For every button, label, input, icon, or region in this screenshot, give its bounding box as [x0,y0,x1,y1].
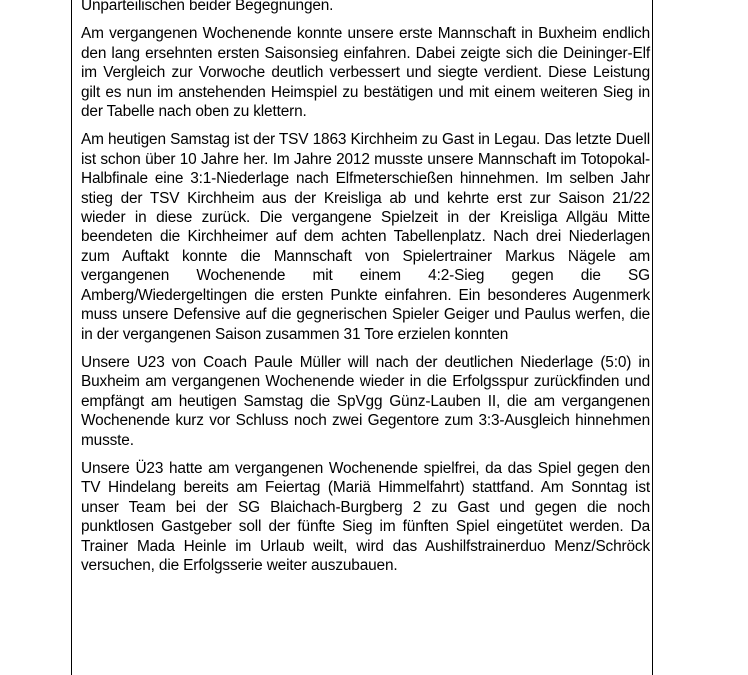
paragraph-u23: Unsere U23 von Coach Paule Müller will nach der deutlichen Niederlage (5:0) in Buxheim am vergangenen Wochenende wieder in die Erfolgsspur zurückfinden und empfängt am heutigen Samstag die SpVgg Günz-Lauben II, die am vergangenen Wochenende kurz vor Schluss noch zwei Gegentore zum 3:3-Ausgleich hinnehmen musste. [81,353,650,449]
paragraph-match-preview: Am heutigen Samstag ist der TSV 1863 Kirchheim zu Gast in Legau. Das letzte Duell ist schon über 10 Jahre her. Im Jahre 2012 musste unsere Mannschaft im Totopokal-Halbfinale eine 3:1-Niederlage nach Elfmeterschießen hinnehmen. Im selben Jahr stieg der TSV Kirchheim aus der Kreisliga ab und kehrte erst zur Saison 21/22 wieder in diese zurück. Die vergangene Spielzeit in der Kreisliga Allgäu Mitte beendeten die Kirchheimer auf dem achten Tabellenplatz. Nach drei Niederlagen zum Auftakt konnte die Mannschaft von Spielertrainer Markus Nägele am vergangenen Wochenende mit einem 4:2-Sieg gegen die SG Amberg/Wiedergeltingen die ersten Punkte einfahren. Ein besonderes Augenmerk muss unsere Defensive auf die gegnerischen Spieler Geiger und Paulus werfen, die in der vergangenen Saison zusammen 31 Tore erzielen konnten [81,131,650,343]
paragraph-ue23: Unsere Ü23 hatte am vergangenen Wochenende spielfrei, da das Spiel gegen den TV Hindelang bereits am Feiertag (Mariä Himmelfahrt) stattfand. Am Sonntag ist unser Team bei der SG Blaichach-Burgberg 2 zu Gast und gegen die noch punktlosen Gastgeber soll der fünfte Sieg im fünften Spiel eingetütet werden. Da Trainer Mada Heinle im Urlaub weilt, wird das Aushilfstrainerduo Menz/Schröck versuchen, die Erfolgsserie weiter auszubauen. [81,459,650,574]
paragraph-first-team: Am vergangenen Wochenende konnte unsere erste Mannschaft in Buxheim endlich den lang ersehnten ersten Saisonsieg einfahren. Dabei zeigte sich die Deininger-Elf im Vergleich zur Vorwoche deutlich verbessert und siegte verdient. Diese Leistung gilt es nun im anstehenden Heimspiel zu bestätigen und mit einem weiteren Sieg in der Tabelle nach oben zu klettern. [81,25,650,121]
paragraph-intro-tail: Unparteilischen beider Begegnungen. [81,0,334,14]
article-body [81,0,650,584]
